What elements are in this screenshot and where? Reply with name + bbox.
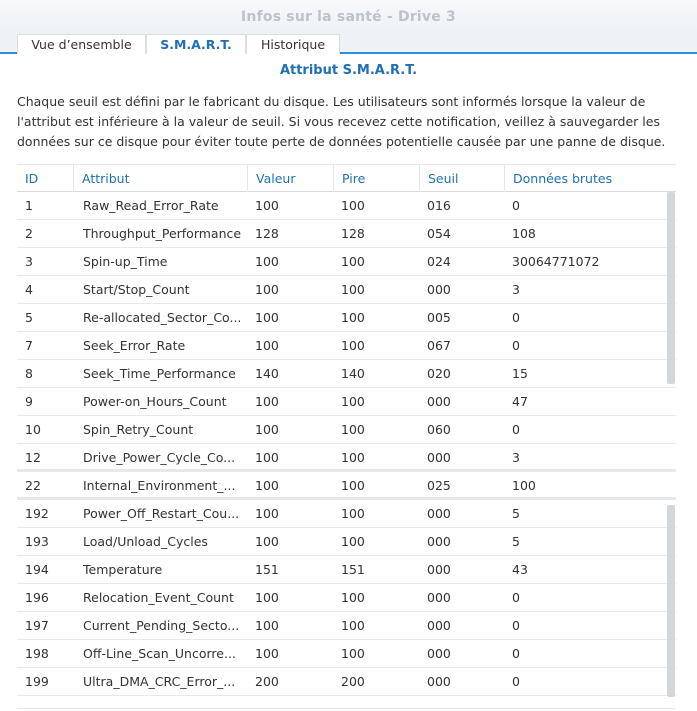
cell-attribute: Current_Pending_Secto... [83,618,240,633]
cell-threshold: 025 [427,478,451,493]
cell-attribute: Spin_Retry_Count [83,422,194,437]
cell-id: 198 [25,646,49,661]
cell-attribute: Seek_Error_Rate [83,338,186,353]
cell-id: 10 [25,422,41,437]
cell-raw-data: 0 [512,590,520,605]
cell-raw-data: 30064771072 [512,254,600,269]
cell-id: 9 [25,394,33,409]
table-row[interactable] [17,416,676,444]
cell-attribute: Load/Unload_Cycles [83,534,208,549]
cell-raw-data: 0 [512,646,520,661]
cell-id: 22 [25,478,41,493]
table-row[interactable] [17,332,676,360]
cell-threshold: 000 [427,562,451,577]
cell-id: 4 [25,282,33,297]
cell-attribute: Drive_Power_Cycle_Co... [83,450,236,465]
table-row[interactable] [17,304,676,332]
cell-raw-data: 5 [512,506,520,521]
cell-worst: 100 [341,422,365,437]
cell-worst: 100 [341,394,365,409]
table-row[interactable] [17,612,676,640]
cell-threshold: 054 [427,226,451,241]
cell-attribute: Internal_Environment_... [83,478,236,493]
column-header-attribute[interactable]: Attribut [73,165,247,192]
cell-value: 100 [255,282,279,297]
scrollbar-thumb-lower[interactable] [667,505,675,697]
cell-threshold: 000 [427,674,451,689]
cell-value: 100 [255,450,279,465]
cell-value: 100 [255,646,279,661]
cell-worst: 100 [341,338,365,353]
column-header-threshold[interactable]: Seuil [419,165,504,192]
cell-id: 197 [25,618,49,633]
scrollbar-thumb-upper[interactable] [667,192,675,384]
smart-table [17,164,676,696]
cell-attribute: Throughput_Performance [83,226,242,241]
cell-worst: 100 [341,534,365,549]
cell-attribute: Ultra_DMA_CRC_Error_... [83,674,236,689]
cell-id: 3 [25,254,33,269]
table-row[interactable] [17,360,676,388]
cell-attribute: Seek_Time_Performance [83,366,236,381]
cell-value: 100 [255,254,279,269]
table-row[interactable] [17,584,676,612]
cell-id: 196 [25,590,49,605]
cell-worst: 100 [341,198,365,213]
cell-raw-data: 108 [512,226,536,241]
section-title: Attribut S.M.A.R.T. [279,63,418,78]
cell-id: 192 [25,506,49,521]
cell-worst: 100 [341,506,365,521]
cell-id: 193 [25,534,49,549]
cell-threshold: 000 [427,450,451,465]
cell-worst: 100 [341,478,365,493]
cell-worst: 100 [341,254,365,269]
table-row[interactable] [17,668,676,696]
cell-threshold: 000 [427,394,451,409]
tab-bar [0,34,697,54]
cell-attribute: Start/Stop_Count [83,282,190,297]
cell-id: 7 [25,338,33,353]
tab-smart[interactable]: S.M.A.R.T. [146,34,246,54]
column-header-id[interactable]: ID [25,171,39,186]
cell-worst: 100 [341,646,365,661]
cell-worst: 100 [341,310,365,325]
column-header-raw-data[interactable]: Données brutes [504,165,660,192]
cell-raw-data: 47 [512,394,528,409]
cell-value: 100 [255,618,279,633]
table-row[interactable] [17,220,676,248]
cell-worst: 151 [341,562,365,577]
cell-threshold: 016 [427,198,451,213]
cell-attribute: Spin-up_Time [83,254,168,269]
cell-raw-data: 43 [512,562,528,577]
cell-value: 100 [255,310,279,325]
cell-attribute: Power-on_Hours_Count [83,394,227,409]
cell-value: 100 [255,590,279,605]
table-row[interactable] [17,444,676,472]
cell-id: 8 [25,366,33,381]
cell-threshold: 000 [427,646,451,661]
cell-threshold: 020 [427,366,451,381]
cell-id: 2 [25,226,33,241]
cell-worst: 100 [341,618,365,633]
cell-attribute: Off-Line_Scan_Uncorre... [83,646,236,661]
cell-attribute: Raw_Read_Error_Rate [83,198,219,213]
divider [17,708,676,709]
cell-id: 5 [25,310,33,325]
cell-raw-data: 0 [512,422,520,437]
cell-value: 100 [255,478,279,493]
table-row[interactable] [17,500,676,528]
cell-attribute: Relocation_Event_Count [83,590,234,605]
table-row[interactable] [17,472,676,500]
cell-threshold: 000 [427,282,451,297]
cell-worst: 128 [341,226,365,241]
cell-threshold: 000 [427,506,451,521]
cell-raw-data: 3 [512,282,520,297]
cell-worst: 100 [341,590,365,605]
cell-value: 100 [255,394,279,409]
cell-value: 100 [255,422,279,437]
cell-attribute: Re-allocated_Sector_Co... [83,310,242,325]
cell-id: 1 [25,198,33,213]
window-title: Infos sur la santé - Drive 3 [0,0,697,34]
cell-raw-data: 0 [512,674,520,689]
tab-history[interactable]: Historique [246,34,340,54]
cell-raw-data: 3 [512,450,520,465]
cell-id: 12 [25,450,41,465]
cell-threshold: 000 [427,618,451,633]
cell-value: 128 [255,226,279,241]
table-header [17,164,676,192]
cell-raw-data: 0 [512,618,520,633]
column-header-value[interactable]: Valeur [247,165,333,192]
cell-value: 100 [255,506,279,521]
table-row[interactable] [17,640,676,668]
table-row[interactable] [17,388,676,416]
section-description: Chaque seuil est défini par le fabricant du disque. Les utilisateurs sont informés lorsque la valeur de l'attribut est inférieure à la valeur de seuil. Si vous recevez cette notification, veillez à sauvegarder les données sur ce disque pour éviter toute perte de données potentielle causée par une panne de disque. [17,94,666,149]
cell-value: 151 [255,562,279,577]
cell-attribute: Temperature [83,562,163,577]
cell-raw-data: 5 [512,534,520,549]
cell-raw-data: 100 [512,478,536,493]
cell-threshold: 067 [427,338,451,353]
cell-worst: 140 [341,366,365,381]
cell-raw-data: 15 [512,366,528,381]
cell-threshold: 000 [427,534,451,549]
column-header-worst[interactable]: Pire [333,165,419,192]
cell-worst: 100 [341,282,365,297]
cell-value: 200 [255,674,279,689]
cell-threshold: 005 [427,310,451,325]
cell-id: 199 [25,674,49,689]
cell-value: 100 [255,198,279,213]
cell-worst: 200 [341,674,365,689]
cell-value: 140 [255,366,279,381]
cell-value: 100 [255,534,279,549]
cell-threshold: 024 [427,254,451,269]
cell-attribute: Power_Off_Restart_Cou... [83,506,240,521]
cell-worst: 100 [341,450,365,465]
table-row[interactable] [17,556,676,584]
table-row[interactable] [17,248,676,276]
cell-raw-data: 0 [512,310,520,325]
cell-id: 194 [25,562,49,577]
cell-threshold: 060 [427,422,451,437]
cell-raw-data: 0 [512,198,520,213]
cell-threshold: 000 [427,590,451,605]
cell-raw-data: 0 [512,338,520,353]
tab-overview[interactable]: Vue d’ensemble [17,34,146,54]
table-row[interactable] [17,192,676,220]
table-body [17,192,676,696]
table-row[interactable] [17,276,676,304]
table-row[interactable] [17,528,676,556]
cell-value: 100 [255,338,279,353]
